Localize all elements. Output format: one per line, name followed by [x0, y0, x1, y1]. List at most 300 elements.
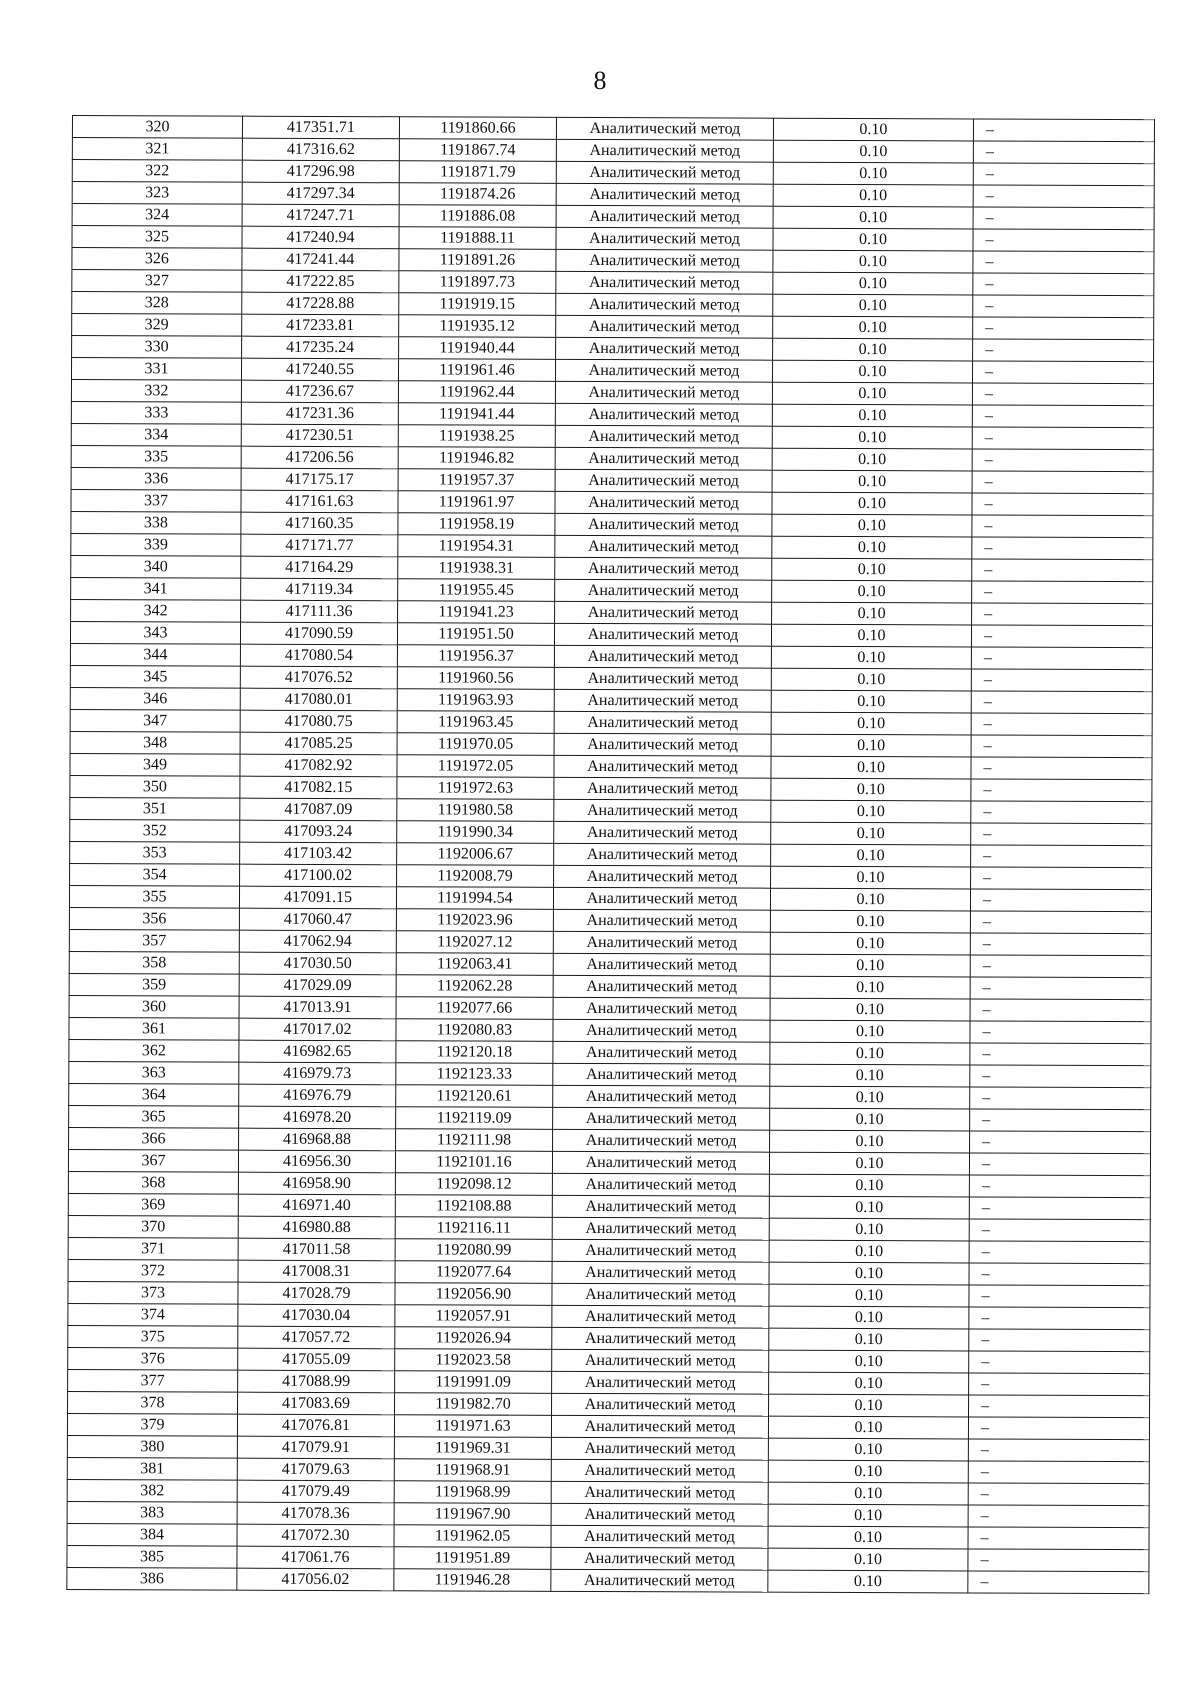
cell-note: – — [970, 999, 1151, 1022]
cell-point-number: 376 — [68, 1347, 238, 1370]
cell-accuracy: 0.10 — [769, 1262, 969, 1285]
cell-accuracy: 0.10 — [771, 690, 971, 713]
cell-note: – — [970, 977, 1151, 1000]
cell-x-coordinate: 417171.77 — [241, 534, 398, 557]
cell-y-coordinate: 1191971.63 — [394, 1415, 551, 1438]
cell-note: – — [971, 801, 1152, 824]
cell-accuracy: 0.10 — [771, 756, 971, 779]
cell-note: – — [969, 1285, 1150, 1308]
cell-point-number: 326 — [72, 248, 242, 271]
cell-point-number: 324 — [72, 204, 242, 227]
cell-method: Аналитический метод — [552, 1371, 769, 1394]
cell-method: Аналитический метод — [552, 1393, 769, 1416]
cell-note: – — [970, 933, 1151, 956]
cell-note: – — [968, 1417, 1149, 1440]
cell-x-coordinate: 417164.29 — [241, 556, 398, 579]
cell-accuracy: 0.10 — [771, 668, 971, 691]
cell-x-coordinate: 417060.47 — [239, 908, 396, 931]
cell-x-coordinate: 417103.42 — [240, 842, 397, 865]
cell-x-coordinate: 417090.59 — [240, 622, 397, 645]
cell-point-number: 360 — [69, 995, 239, 1018]
cell-accuracy: 0.10 — [769, 1306, 969, 1329]
cell-point-number: 348 — [70, 731, 240, 754]
cell-x-coordinate: 417087.09 — [240, 798, 397, 821]
cell-x-coordinate: 417316.62 — [242, 138, 399, 161]
cell-x-coordinate: 417228.88 — [242, 292, 399, 315]
cell-x-coordinate: 417297.34 — [242, 182, 399, 205]
cell-y-coordinate: 1192062.28 — [396, 975, 553, 998]
cell-accuracy: 0.10 — [769, 1350, 969, 1373]
cell-method: Аналитический метод — [556, 337, 773, 360]
cell-y-coordinate: 1191955.45 — [398, 579, 555, 602]
cell-accuracy: 0.10 — [773, 162, 973, 185]
cell-x-coordinate: 417233.81 — [242, 314, 399, 337]
cell-method: Аналитический метод — [554, 821, 771, 844]
cell-note: – — [971, 625, 1152, 648]
cell-accuracy: 0.10 — [772, 382, 972, 405]
cell-x-coordinate: 417222.85 — [242, 270, 399, 293]
cell-method: Аналитический метод — [552, 1327, 769, 1350]
cell-x-coordinate: 416979.73 — [239, 1062, 396, 1085]
cell-y-coordinate: 1192056.90 — [395, 1283, 552, 1306]
cell-point-number: 346 — [70, 687, 240, 710]
cell-x-coordinate: 417240.55 — [241, 358, 398, 381]
cell-point-number: 379 — [67, 1413, 237, 1436]
cell-accuracy: 0.10 — [773, 228, 973, 251]
cell-x-coordinate: 417080.01 — [240, 688, 397, 711]
cell-x-coordinate: 417160.35 — [241, 512, 398, 535]
cell-point-number: 323 — [72, 182, 242, 205]
cell-accuracy: 0.10 — [768, 1438, 968, 1461]
cell-x-coordinate: 417082.15 — [240, 776, 397, 799]
cell-y-coordinate: 1191991.09 — [395, 1371, 552, 1394]
cell-point-number: 380 — [67, 1435, 237, 1458]
cell-note: – — [970, 1065, 1151, 1088]
cell-x-coordinate: 417056.02 — [237, 1568, 394, 1591]
cell-note: – — [971, 691, 1152, 714]
cell-point-number: 329 — [72, 314, 242, 337]
cell-x-coordinate: 417093.24 — [240, 820, 397, 843]
cell-point-number: 353 — [70, 841, 240, 864]
cell-method: Аналитический метод — [552, 1305, 769, 1328]
cell-y-coordinate: 1192077.64 — [395, 1261, 552, 1284]
cell-note: – — [972, 471, 1153, 494]
cell-method: Аналитический метод — [553, 1129, 770, 1152]
cell-x-coordinate: 417008.31 — [238, 1260, 395, 1283]
cell-point-number: 378 — [68, 1391, 238, 1414]
cell-accuracy: 0.10 — [770, 976, 970, 999]
cell-point-number: 355 — [69, 885, 239, 908]
cell-y-coordinate: 1192119.09 — [396, 1107, 553, 1130]
cell-method: Аналитический метод — [554, 645, 771, 668]
cell-accuracy: 0.10 — [770, 932, 970, 955]
cell-y-coordinate: 1191961.97 — [398, 491, 555, 514]
cell-point-number: 320 — [72, 116, 242, 139]
cell-point-number: 328 — [72, 292, 242, 315]
cell-accuracy: 0.10 — [772, 536, 972, 559]
cell-accuracy: 0.10 — [768, 1570, 968, 1593]
cell-y-coordinate: 1191951.89 — [394, 1547, 551, 1570]
cell-accuracy: 0.10 — [768, 1416, 968, 1439]
cell-method: Аналитический метод — [551, 1547, 768, 1570]
cell-note: – — [969, 1219, 1150, 1242]
cell-y-coordinate: 1192023.96 — [396, 909, 553, 932]
cell-x-coordinate: 417231.36 — [241, 402, 398, 425]
cell-y-coordinate: 1191980.58 — [397, 799, 554, 822]
cell-method: Аналитический метод — [551, 1503, 768, 1526]
cell-method: Аналитический метод — [556, 205, 773, 228]
cell-point-number: 330 — [72, 336, 242, 359]
cell-note: – — [971, 757, 1152, 780]
cell-accuracy: 0.10 — [769, 1174, 969, 1197]
cell-accuracy: 0.10 — [773, 206, 973, 229]
cell-point-number: 383 — [67, 1501, 237, 1524]
cell-y-coordinate: 1191897.73 — [399, 271, 556, 294]
cell-note: – — [973, 163, 1154, 186]
cell-method: Аналитический метод — [555, 557, 772, 580]
cell-method: Аналитический метод — [555, 447, 772, 470]
cell-point-number: 384 — [67, 1523, 237, 1546]
cell-y-coordinate: 1191982.70 — [395, 1393, 552, 1416]
cell-y-coordinate: 1191891.26 — [399, 249, 556, 272]
cell-method: Аналитический метод — [556, 227, 773, 250]
cell-method: Аналитический метод — [556, 315, 773, 338]
cell-accuracy: 0.10 — [773, 184, 973, 207]
cell-y-coordinate: 1192026.94 — [395, 1327, 552, 1350]
cell-note: – — [972, 537, 1153, 560]
cell-y-coordinate: 1191958.19 — [398, 513, 555, 536]
cell-note: – — [970, 1087, 1151, 1110]
cell-method: Аналитический метод — [556, 161, 773, 184]
cell-x-coordinate: 417079.49 — [237, 1480, 394, 1503]
cell-note: – — [973, 251, 1154, 274]
coordinates-table-body — [67, 116, 1155, 1594]
cell-point-number: 352 — [70, 819, 240, 842]
cell-note: – — [971, 713, 1152, 736]
cell-x-coordinate: 417206.56 — [241, 446, 398, 469]
cell-x-coordinate: 417011.58 — [238, 1238, 395, 1261]
cell-x-coordinate: 417072.30 — [237, 1524, 394, 1547]
cell-y-coordinate: 1191957.37 — [398, 469, 555, 492]
cell-x-coordinate: 417079.63 — [237, 1458, 394, 1481]
cell-method: Аналитический метод — [555, 403, 772, 426]
cell-y-coordinate: 1191968.99 — [394, 1481, 551, 1504]
cell-accuracy: 0.10 — [771, 866, 971, 889]
cell-y-coordinate: 1192077.66 — [396, 997, 553, 1020]
cell-method: Аналитический метод — [553, 997, 770, 1020]
cell-note: – — [970, 889, 1151, 912]
cell-x-coordinate: 417028.79 — [238, 1282, 395, 1305]
cell-note: – — [972, 581, 1153, 604]
cell-point-number: 340 — [71, 555, 241, 578]
cell-point-number: 356 — [69, 907, 239, 930]
cell-note: – — [972, 405, 1153, 428]
cell-y-coordinate: 1191961.46 — [398, 359, 555, 382]
cell-accuracy: 0.10 — [773, 118, 973, 141]
cell-method: Аналитический метод — [553, 887, 770, 910]
cell-point-number: 325 — [72, 226, 242, 249]
cell-accuracy: 0.10 — [770, 1108, 970, 1131]
cell-y-coordinate: 1192063.41 — [396, 953, 553, 976]
cell-method: Аналитический метод — [556, 183, 773, 206]
cell-method: Аналитический метод — [556, 271, 773, 294]
cell-x-coordinate: 417082.92 — [240, 754, 397, 777]
cell-x-coordinate: 417161.63 — [241, 490, 398, 513]
cell-method: Аналитический метод — [554, 865, 771, 888]
cell-point-number: 336 — [71, 467, 241, 490]
cell-y-coordinate: 1191946.28 — [394, 1569, 551, 1592]
cell-accuracy: 0.10 — [773, 294, 973, 317]
cell-x-coordinate: 417091.15 — [239, 886, 396, 909]
cell-x-coordinate: 417235.24 — [242, 336, 399, 359]
cell-note: – — [969, 1197, 1150, 1220]
cell-y-coordinate: 1191963.93 — [397, 689, 554, 712]
cell-method: Аналитический метод — [553, 975, 770, 998]
cell-x-coordinate: 417230.51 — [241, 424, 398, 447]
cell-note: – — [969, 1153, 1150, 1176]
cell-y-coordinate: 1192080.83 — [396, 1019, 553, 1042]
cell-point-number: 321 — [72, 138, 242, 161]
cell-note: – — [968, 1461, 1149, 1484]
cell-accuracy: 0.10 — [768, 1548, 968, 1571]
cell-y-coordinate: 1191994.54 — [396, 887, 553, 910]
cell-y-coordinate: 1191960.56 — [397, 667, 554, 690]
cell-point-number: 381 — [67, 1457, 237, 1480]
cell-accuracy: 0.10 — [773, 316, 973, 339]
cell-method: Аналитический метод — [551, 1525, 768, 1548]
cell-method: Аналитический метод — [554, 777, 771, 800]
cell-method: Аналитический метод — [553, 909, 770, 932]
cell-method: Аналитический метод — [551, 1569, 768, 1592]
cell-x-coordinate: 416976.79 — [239, 1084, 396, 1107]
cell-point-number: 377 — [68, 1369, 238, 1392]
cell-accuracy: 0.10 — [773, 338, 973, 361]
cell-y-coordinate: 1192101.16 — [395, 1151, 552, 1174]
cell-note: – — [971, 669, 1152, 692]
cell-note: – — [973, 185, 1154, 208]
cell-y-coordinate: 1191962.44 — [398, 381, 555, 404]
cell-note: – — [968, 1571, 1149, 1594]
cell-note: – — [972, 493, 1153, 516]
cell-note: – — [968, 1505, 1149, 1528]
cell-note: – — [973, 207, 1154, 230]
cell-y-coordinate: 1191946.82 — [398, 447, 555, 470]
cell-accuracy: 0.10 — [771, 778, 971, 801]
cell-accuracy: 0.10 — [771, 646, 971, 669]
cell-accuracy: 0.10 — [772, 448, 972, 471]
cell-point-number: 334 — [71, 423, 241, 446]
cell-point-number: 361 — [69, 1017, 239, 1040]
cell-point-number: 386 — [67, 1567, 237, 1590]
cell-x-coordinate: 417062.94 — [239, 930, 396, 953]
cell-y-coordinate: 1191860.66 — [399, 117, 556, 140]
cell-note: – — [973, 141, 1154, 164]
cell-point-number: 382 — [67, 1479, 237, 1502]
cell-x-coordinate: 417240.94 — [242, 226, 399, 249]
cell-note: – — [972, 427, 1153, 450]
cell-x-coordinate: 417083.69 — [238, 1392, 395, 1415]
cell-point-number: 364 — [69, 1083, 239, 1106]
cell-note: – — [971, 845, 1152, 868]
cell-y-coordinate: 1191874.26 — [399, 183, 556, 206]
cell-x-coordinate: 417236.67 — [241, 380, 398, 403]
cell-point-number: 335 — [71, 445, 241, 468]
cell-note: – — [968, 1483, 1149, 1506]
cell-method: Аналитический метод — [554, 711, 771, 734]
cell-accuracy: 0.10 — [769, 1196, 969, 1219]
cell-point-number: 372 — [68, 1259, 238, 1282]
cell-accuracy: 0.10 — [770, 1042, 970, 1065]
table-row — [67, 1567, 1149, 1593]
cell-method: Аналитический метод — [555, 359, 772, 382]
cell-accuracy: 0.10 — [770, 1086, 970, 1109]
cell-x-coordinate: 417247.71 — [242, 204, 399, 227]
cell-accuracy: 0.10 — [772, 360, 972, 383]
cell-accuracy: 0.10 — [769, 1218, 969, 1241]
cell-point-number: 371 — [68, 1237, 238, 1260]
cell-method: Аналитический метод — [554, 689, 771, 712]
cell-method: Аналитический метод — [553, 931, 770, 954]
cell-y-coordinate: 1191962.05 — [394, 1525, 551, 1548]
cell-x-coordinate: 417013.91 — [239, 996, 396, 1019]
cell-y-coordinate: 1191919.15 — [399, 293, 556, 316]
cell-y-coordinate: 1192120.18 — [396, 1041, 553, 1064]
cell-point-number: 369 — [68, 1193, 238, 1216]
cell-note: – — [970, 1043, 1151, 1066]
cell-accuracy: 0.10 — [772, 602, 972, 625]
cell-accuracy: 0.10 — [769, 1394, 969, 1417]
cell-y-coordinate: 1191967.90 — [394, 1503, 551, 1526]
cell-y-coordinate: 1192123.33 — [396, 1063, 553, 1086]
cell-method: Аналитический метод — [556, 139, 773, 162]
cell-y-coordinate: 1191940.44 — [399, 337, 556, 360]
cell-method: Аналитический метод — [552, 1239, 769, 1262]
cell-method: Аналитический метод — [553, 1019, 770, 1042]
cell-x-coordinate: 417030.50 — [239, 952, 396, 975]
cell-point-number: 322 — [72, 160, 242, 183]
cell-point-number: 337 — [71, 489, 241, 512]
cell-point-number: 351 — [70, 797, 240, 820]
cell-point-number: 342 — [71, 599, 241, 622]
cell-y-coordinate: 1191954.31 — [398, 535, 555, 558]
cell-point-number: 359 — [69, 973, 239, 996]
cell-accuracy: 0.10 — [770, 954, 970, 977]
cell-accuracy: 0.10 — [769, 1284, 969, 1307]
cell-point-number: 366 — [69, 1127, 239, 1150]
cell-note: – — [973, 295, 1154, 318]
cell-note: – — [969, 1307, 1150, 1330]
cell-y-coordinate: 1191963.45 — [397, 711, 554, 734]
cell-note: – — [973, 229, 1154, 252]
cell-y-coordinate: 1191941.23 — [398, 601, 555, 624]
cell-method: Аналитический метод — [554, 799, 771, 822]
cell-method: Аналитический метод — [556, 249, 773, 272]
cell-x-coordinate: 416958.90 — [238, 1172, 395, 1195]
cell-point-number: 362 — [69, 1039, 239, 1062]
cell-y-coordinate: 1191938.31 — [398, 557, 555, 580]
cell-method: Аналитический метод — [551, 1481, 768, 1504]
cell-accuracy: 0.10 — [770, 1020, 970, 1043]
cell-method: Аналитический метод — [553, 1085, 770, 1108]
cell-note: – — [972, 383, 1153, 406]
cell-x-coordinate: 417017.02 — [239, 1018, 396, 1041]
cell-note: – — [969, 1263, 1150, 1286]
cell-x-coordinate: 417085.25 — [240, 732, 397, 755]
cell-note: – — [969, 1241, 1150, 1264]
cell-accuracy: 0.10 — [770, 910, 970, 933]
cell-note: – — [968, 1439, 1149, 1462]
cell-y-coordinate: 1191888.11 — [399, 227, 556, 250]
cell-method: Аналитический метод — [553, 1063, 770, 1086]
cell-y-coordinate: 1191886.08 — [399, 205, 556, 228]
cell-point-number: 331 — [71, 358, 241, 381]
cell-x-coordinate: 417076.81 — [237, 1414, 394, 1437]
cell-note: – — [969, 1395, 1150, 1418]
cell-accuracy: 0.10 — [769, 1328, 969, 1351]
cell-x-coordinate: 417351.71 — [242, 116, 399, 139]
cell-method: Аналитический метод — [552, 1217, 769, 1240]
cell-point-number: 345 — [70, 665, 240, 688]
cell-method: Аналитический метод — [551, 1415, 768, 1438]
cell-x-coordinate: 416968.88 — [239, 1128, 396, 1151]
cell-point-number: 373 — [68, 1281, 238, 1304]
cell-note: – — [971, 823, 1152, 846]
cell-method: Аналитический метод — [551, 1459, 768, 1482]
cell-x-coordinate: 417100.02 — [240, 864, 397, 887]
cell-point-number: 368 — [68, 1171, 238, 1194]
cell-y-coordinate: 1192027.12 — [396, 931, 553, 954]
cell-x-coordinate: 417078.36 — [237, 1502, 394, 1525]
cell-point-number: 339 — [71, 533, 241, 556]
cell-x-coordinate: 417030.04 — [238, 1304, 395, 1327]
cell-point-number: 375 — [68, 1325, 238, 1348]
cell-method: Аналитический метод — [553, 953, 770, 976]
cell-method: Аналитический метод — [551, 1437, 768, 1460]
cell-point-number: 349 — [70, 753, 240, 776]
cell-accuracy: 0.10 — [773, 250, 973, 273]
cell-point-number: 332 — [71, 379, 241, 402]
cell-x-coordinate: 417111.36 — [241, 600, 398, 623]
cell-point-number: 350 — [70, 775, 240, 798]
cell-note: – — [973, 317, 1154, 340]
cell-note: – — [973, 119, 1154, 142]
cell-point-number: 344 — [70, 643, 240, 666]
page-number: 8 — [593, 66, 607, 95]
cell-accuracy: 0.10 — [771, 844, 971, 867]
cell-method: Аналитический метод — [555, 381, 772, 404]
cell-note: – — [972, 559, 1153, 582]
cell-note: – — [969, 1373, 1150, 1396]
cell-note: – — [970, 1109, 1151, 1132]
cell-point-number: 333 — [71, 401, 241, 424]
cell-x-coordinate: 417296.98 — [242, 160, 399, 183]
cell-y-coordinate: 1191970.05 — [397, 733, 554, 756]
cell-y-coordinate: 1192120.61 — [396, 1085, 553, 1108]
cell-point-number: 370 — [68, 1215, 238, 1238]
cell-method: Аналитический метод — [555, 425, 772, 448]
cell-note: – — [973, 273, 1154, 296]
cell-point-number: 347 — [70, 709, 240, 732]
cell-accuracy: 0.10 — [768, 1526, 968, 1549]
cell-method: Аналитический метод — [555, 469, 772, 492]
cell-y-coordinate: 1191956.37 — [397, 645, 554, 668]
cell-method: Аналитический метод — [552, 1283, 769, 1306]
cell-method: Аналитический метод — [552, 1173, 769, 1196]
cell-point-number: 357 — [69, 929, 239, 952]
cell-accuracy: 0.10 — [771, 734, 971, 757]
cell-x-coordinate: 417079.91 — [237, 1436, 394, 1459]
cell-method: Аналитический метод — [554, 667, 771, 690]
